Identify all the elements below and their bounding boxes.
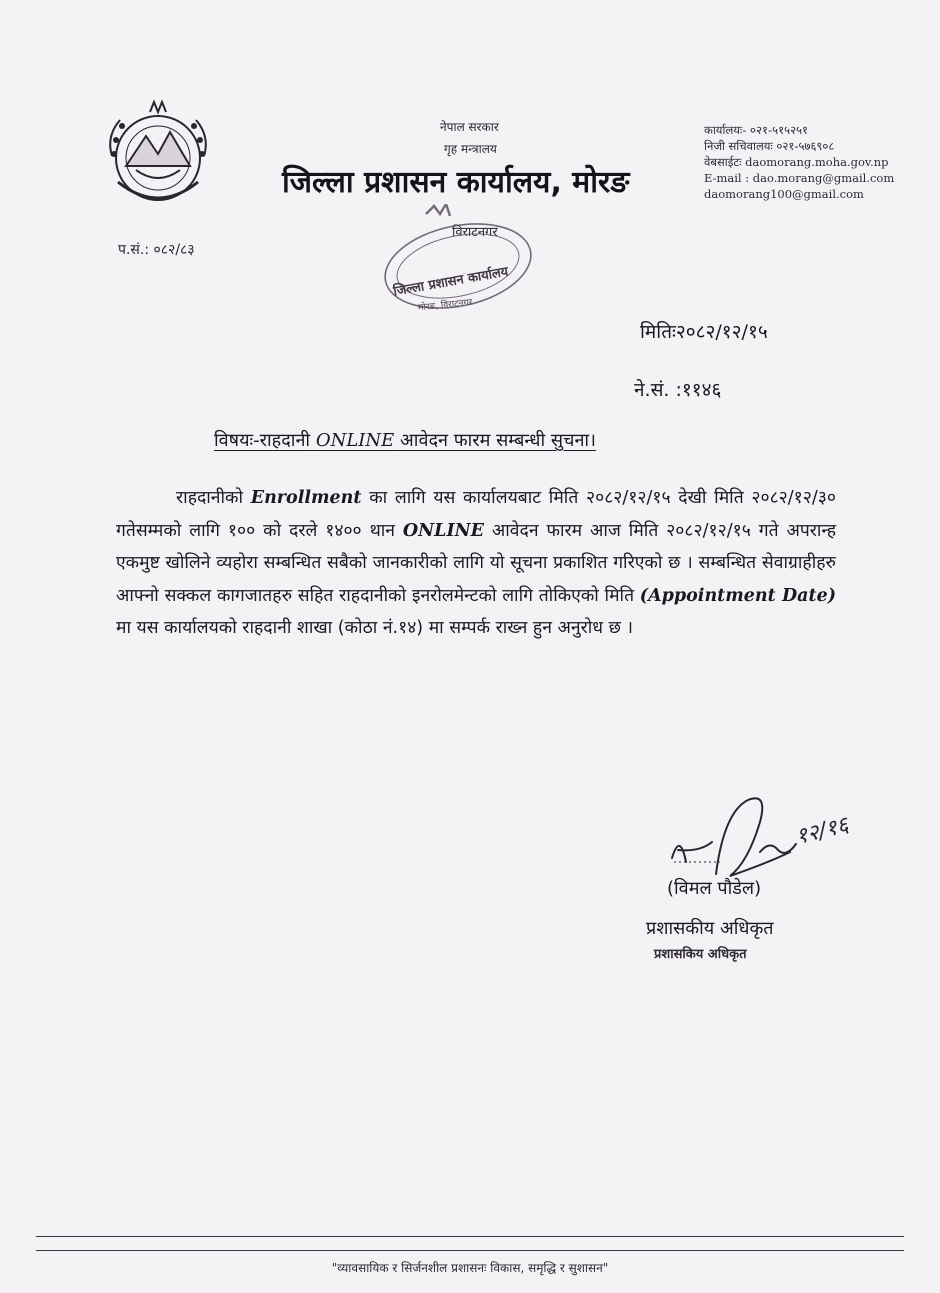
nepal-emblem-icon xyxy=(98,96,218,216)
body-appointment: (Appointment Date) xyxy=(639,585,836,606)
footer-rule-top xyxy=(36,1236,904,1237)
govt-label: नेपाल सरकार xyxy=(440,120,499,134)
signatory-name: (विमल पौडेल) xyxy=(667,878,762,899)
signature-date: १२/१६ xyxy=(793,812,852,850)
subject-line xyxy=(214,428,596,452)
body-text-1: राहदानीको xyxy=(176,488,244,508)
designation-stamp: प्रशासकिय अधिकृत xyxy=(654,947,747,962)
body-text-2: का लागि यस कार्यालयबाट मिति २०८२/१२/१५ देखी मिति २०८२/१२/३० गतेसम्मको लागि १०० को दरले १४०० थान xyxy=(116,488,836,541)
contact-block xyxy=(704,122,894,202)
contact-email: E-mail : dao.morang@gmail.com xyxy=(704,171,895,185)
ministry-label: गृह मन्त्रालय xyxy=(444,142,497,156)
letter-date: मितिः२०८२/१२/१५ xyxy=(640,321,768,343)
place-label: विराटनगर xyxy=(452,225,498,240)
footer-slogan: "व्यावसायिक र सिर्जनशील प्रशासनः विकास, समृद्धि र सुशासन" xyxy=(331,1261,609,1275)
signatory-designation: प्रशासकीय अधिकृत xyxy=(646,918,774,939)
notice-body xyxy=(116,482,836,645)
reference-number: प.सं.: ०८२/८३ xyxy=(118,242,195,258)
contact-secretariat-phone: निजी सचिवालयः ०२१-५७६९०८ xyxy=(704,139,835,153)
contact-website: वेबसाईटः daomorang.moha.gov.np xyxy=(704,155,889,169)
subject-suffix: आवेदन फारम सम्बन्धी सुचना। xyxy=(400,430,596,451)
body-text-4: मा यस कार्यालयको राहदानी शाखा (कोठा नं.१४) मा सम्पर्क राख्न हुन अनुरोध छ । xyxy=(116,618,634,638)
stamp-line2: मोरङ, विराटनगर xyxy=(417,297,473,314)
stamp-line1: जिल्ला प्रशासन कार्यालय xyxy=(392,264,510,300)
office-stamp-icon xyxy=(370,204,540,314)
contact-office-phone: कार्यालयः- ०२१-५१५२५१ xyxy=(704,123,809,137)
office-title: जिल्ला प्रशासन कार्यालय, मोरङ xyxy=(282,165,630,200)
body-text-3: आवेदन फारम आज मिति २०८२/१२/१५ गते अपरान्ह एकमुष्ट खोलिने व्यहोरा सम्बन्धित सबैको जानकारीको लागि यो सूचना प्रकाशित गरिएको छ । सम्बन्धित सेवाग्राहीहरु आफ्नो सक्कल कागजातहरु सहित राहदानीको इनरोलमेन्टको लागि तोकिएको मिति xyxy=(116,520,836,606)
subject-online: ONLINE xyxy=(315,430,395,451)
signature-icon xyxy=(620,792,920,902)
subject-prefix: विषयः-राहदानी xyxy=(214,430,311,451)
nepal-samvat-date: ने.सं. :११४६ xyxy=(634,379,722,401)
contact-email-alt: daomorang100@gmail.com xyxy=(704,187,864,201)
body-online: ONLINE xyxy=(402,520,484,541)
body-enrollment: Enrollment xyxy=(250,488,362,508)
footer-rule-bottom xyxy=(36,1250,904,1251)
